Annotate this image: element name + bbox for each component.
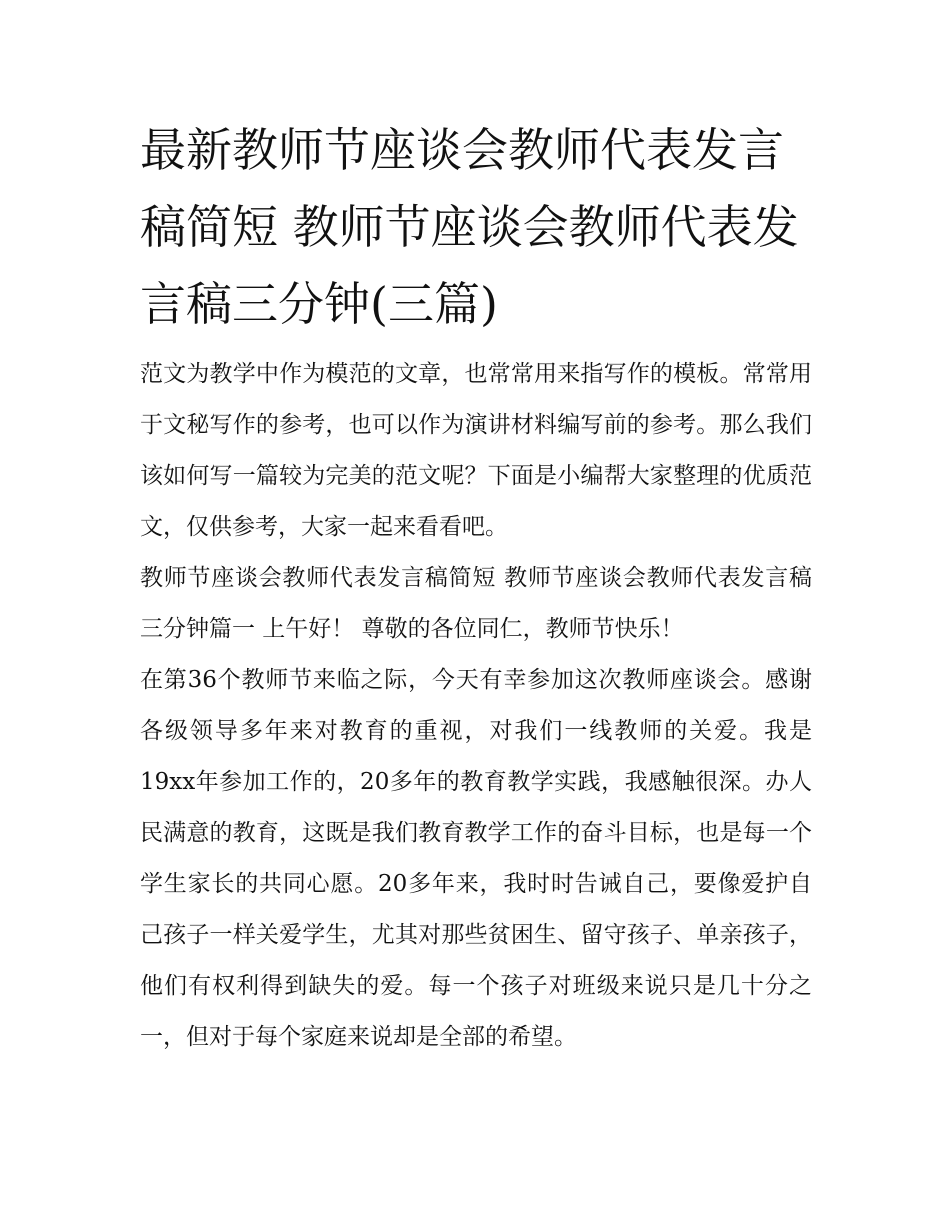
- section-heading-paragraph: 教师节座谈会教师代表发言稿简短 教师节座谈会教师代表发言稿三分钟篇一 上午好！ 尊敬的各位同仁，教师节快乐！: [140, 565, 812, 642]
- document-title: 最新教师节座谈会教师代表发言稿简短 教师节座谈会教师代表发言稿三分钟(三篇): [140, 123, 799, 331]
- intro-paragraph: 范文为教学中作为模范的文章，也常常用来指写作的模板。常常用于文秘写作的参考，也可以作为演讲材料编写前的参考。那么我们该如何写一篇较为完美的范文呢？下面是小编帮大家整理的优质范文，仅供参考，大家一起来看看吧。: [140, 361, 812, 540]
- body-paragraph: 在第36个教师节来临之际，今天有幸参加这次教师座谈会。感谢各级领导多年来对教育的重视，对我们一线教师的关爱。我是19xx年参加工作的，20多年的教育教学实践，我感触很深。办人民满意的教育，这既是我们教育教学工作的奋斗目标，也是每一个学生家长的共同心愿。20多年来，我时时告诫自己，要像爱护自己孩子一样关爱学生，尤其对那些贫困生、留守孩子、单亲孩子，他们有权利得到缺失的爱。每一个孩子对班级来说只是几十分之一，但对于每个家庭来说却是全部的希望。: [140, 667, 812, 1050]
- document-page: [140, 112, 812, 1063]
